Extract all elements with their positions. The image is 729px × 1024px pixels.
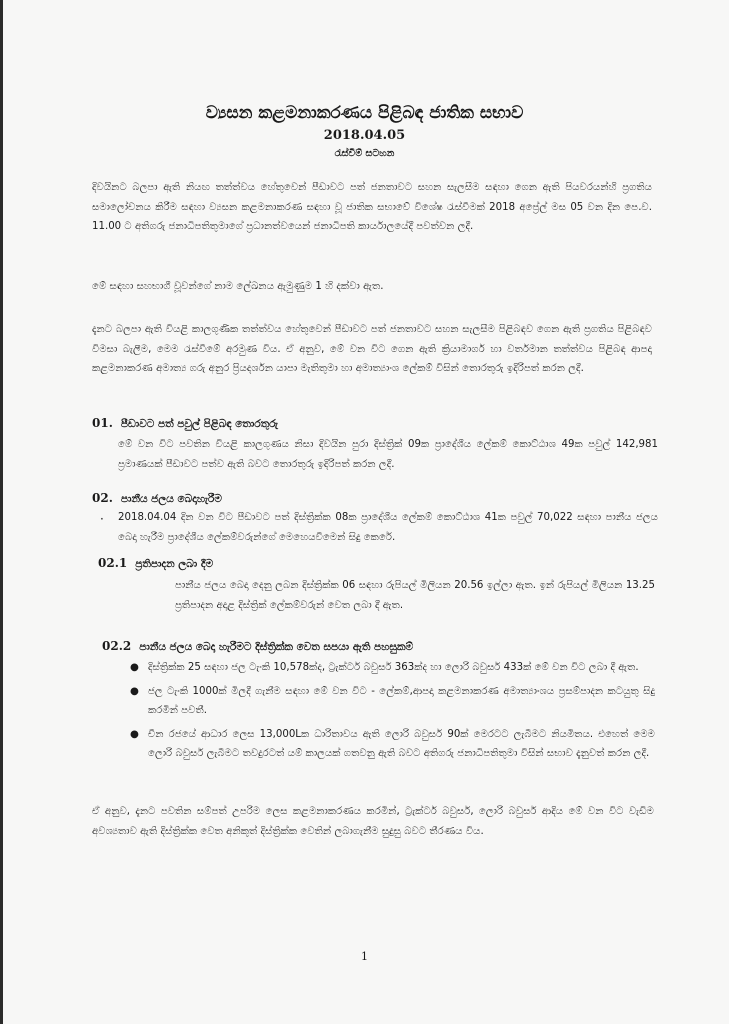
intro-paragraph-2: මේ සඳහා සහභාගී වූවන්ගේ නාම ලේඛනය ඇමුණුම 1 හි දක්වා ඇත.: [92, 281, 384, 292]
section-title: ප්‍රතිපාදන ලබා දීම: [135, 558, 214, 570]
section-01-text: මේ වන විට පවතින වියළි කාලගුණය නිසා දිවයින පුරා දිස්ත්‍රික් 09ක ප්‍රාදේශීය ලේකම් කොට්ඨාශ 49ක පවුල් 142,981 ප්‍රමාණයක් පීඩාවට පත්ව ඇති බවට තොරතුරු ඉදිරිපත් කරන ලදී.: [118, 439, 658, 470]
section-01-heading: [92, 416, 278, 431]
intro-paragraph-3: දැනට බලපා ඇති වියළි කාලගුණික තත්ත්වය හේතුවෙන් පීඩාවට පත් ජනතාවට සහන සැලසීම පිළිබඳව ගෙන ඇති ප්‍රගතිය පිළිබඳව විමසා බැලීම, මෙම රැස්වීමේ අරමුණ විය. ඒ අනුව, මේ වන විට ගෙන ඇති ක්‍රියාමාර්ග හා වර්තමාන තත්ත්වය පිළිබඳ ආපදා කළමනාකරණ අමාත්‍ය ගරු අනුර ප්‍රියදර්ශන යාපා මැතිතුමා හා අමාත්‍යාංශ ලේකම් විසින් තොරතුරු ඉදිරිපත් කරන ලදී.: [92, 324, 652, 374]
document-subtitle: රැස්වීම් සටහන: [334, 148, 395, 159]
section-number: 01.: [92, 416, 113, 430]
section-title: පානීය ජලය බෙදාහැරීම: [120, 493, 222, 505]
list-item: ● දිස්ත්‍රික්ක 25 සඳහා ජල ටැංකි 10,578ක්ද, ට්‍රැක්ටර් බවුසර් 363ක්ද හා ලොරි බවුසර් 433ක් මේ වන විට ලබා දී ඇත.: [130, 658, 655, 677]
list-item: ● ජල ටැංකි 1000ක් මිලදී ගැනීම සඳහා මේ වන විට - ලේකම්,ආපදා කළමනාකරණ අමාත්‍යාංශය ප්‍රසම්පාදන කටයුතු සිදු කරමින් පවතී.: [130, 682, 655, 720]
facilities-list: [130, 658, 655, 768]
list-item: ● චීන රජයේ ආධාර ලෙස 13,000Lක ධාරිතාවය ඇති ලොරි බවුසර් 90ක් මෙරටට ලැබීමට නියමිතය. එහෙත් මෙම ලොරි බවුසර් ලැබීමට තවදුරටත් යම් කාලයක් ගතවනු ඇති බවට අතිගරු ජනාධිපතිතුමා විසින් සභාව දැනුවත් කරන ලදී.: [130, 725, 655, 763]
section-number: 02.1: [98, 556, 128, 570]
section-title: පීඩාවට පත් පවුල් පිළිබඳ තොරතුරු: [120, 418, 279, 430]
section-02-heading: [92, 491, 222, 506]
closing-paragraph: ඒ අනුව, දැනට පවතින සම්පත් උපරිම ලෙස කළමනාකරණය කරමින්, ට්‍රැක්ටර් බවුසර්, ලොරි බවුසර් ආදිය මේ වන විට වැඩිම අවශ්‍යතාව ඇති දිස්ත්‍රික්ක වෙත අනිකුත් දිස්ත්‍රික්ක වෙතින් ලබාගැනීම සුදුසු බවට තීරණය විය.: [92, 806, 654, 837]
bullet-icon: ●: [130, 662, 139, 673]
section-number: 02.: [92, 491, 113, 505]
section-02-text: 2018.04.04 දින වන විට පීඩාවට පත් දිස්ත්‍රික්ක 08ක ප්‍රාදේශීය ලේකම් කොට්ඨාශ 41ක පවුල් 70,022 සඳහා පානීය ජලය බෙදා හැරීම ප්‍රාදේශීය ලේකම්වරුන්ගේ මෙහෙයවීමෙන් සිදු කෙරේ.: [118, 512, 658, 543]
document-date: 2018.04.05: [323, 128, 406, 143]
section-title: පානීය ජලය බෙදා හැරීමට දිස්ත්‍රික්ක වෙත සපයා ඇති පහසුකම්: [139, 641, 414, 653]
bullet-icon: ●: [130, 686, 139, 697]
section-02-2-heading: [102, 639, 413, 654]
section-number: 02.2: [102, 639, 132, 653]
page-number: 1: [361, 950, 368, 963]
bullet-mark: ·: [100, 512, 104, 526]
intro-paragraph-1: දිවයිනට බලපා ඇති නියඟ තත්ත්වය හේතුවෙන් පීඩාවට පත් ජනතාවට සහන සැලසීම සඳහා ගෙන ඇති පියවරයන්හි ප්‍රගතිය සමාලෝචනය කිරීම සඳහා ව්‍යසන කළමනාකරණ සඳහා වූ ජාතික සභාවේ විශේෂ රැස්වීමක් 2018 අප්‍රේල් මස 05 වන දින පෙ.ව. 11.00 ට අතිගරු ජනාධිපතිතුමාගේ ප්‍රධානත්වයෙන් ජනාධිපති කාර්යාලයේදී පවත්වන ලදී.: [92, 182, 652, 232]
document-title: ව්‍යසන කළමනාකරණය පිළිබඳ ජාතික සභාව: [205, 103, 524, 123]
bullet-icon: ●: [130, 729, 139, 740]
section-02-1-heading: [98, 556, 213, 571]
section-02-1-text: පානීය ජලය බෙදා දෙනු ලබන දිස්ත්‍රික්ක 06 සඳහා රුපියල් මිලියන 20.56 ඉල්ලා ඇත. ඉන් රුපියල් මිලියන 13.25 ප්‍රතිපාදන අදාළ දිස්ත්‍රික් ලේකම්වරුන් වෙත ලබා දී ඇත.: [175, 580, 655, 611]
